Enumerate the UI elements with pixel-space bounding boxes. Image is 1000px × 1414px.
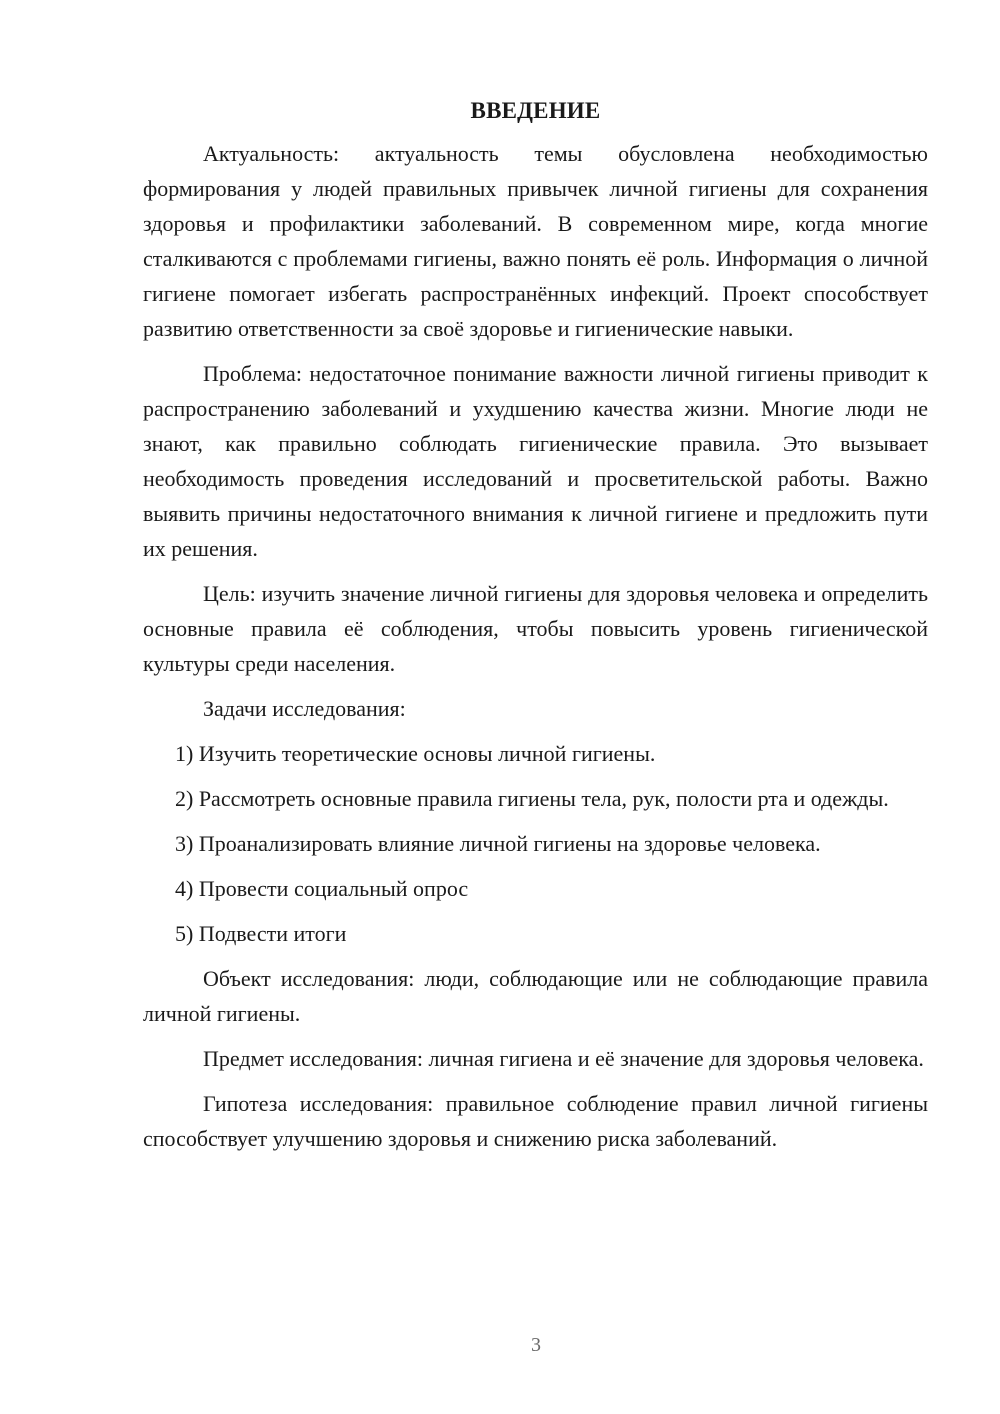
task-item-5: 5) Подвести итоги — [175, 921, 347, 946]
actuality-paragraph: Актуальность: актуальность темы обусловлена необходимостью формирования у людей правильных привычек личной гигиены для сохранения здоровья и профилактики заболеваний. В современном мире, когда многие сталкиваются с проблемами гигиены, важно понять её роль. Информация о личной гигиене помогает избегать распространённых инфекций. Проект способствует развитию ответственности за своё здоровье и гигиенические навыки. — [143, 141, 928, 341]
hypothesis-paragraph: Гипотеза исследования: правильное соблюдение правил личной гигиены способствует улучшению здоровья и снижению риска заболеваний. — [143, 1091, 928, 1151]
goal-paragraph: Цель: изучить значение личной гигиены для здоровья человека и определить основные правила её соблюдения, чтобы повысить уровень гигиенической культуры среди населения. — [143, 581, 928, 676]
tasks-title: Задачи исследования: — [203, 696, 406, 721]
task-item-2: 2) Рассмотреть основные правила гигиены тела, рук, полости рта и одежды. — [175, 786, 889, 811]
document-page — [143, 96, 928, 1166]
page-number: 3 — [531, 1334, 541, 1356]
problem-paragraph: Проблема: недостаточное понимание важности личной гигиены приводит к распространению заболеваний и ухудшению качества жизни. Многие люди не знают, как правильно соблюдать гигиенические правила. Это вызывает необходимость проведения исследований и просветительской работы. Важно выявить причины недостаточного внимания к личной гигиене и предложить пути их решения. — [143, 361, 928, 561]
page-title: ВВЕДЕНИЕ — [470, 98, 601, 123]
subject-paragraph: Предмет исследования: личная гигиена и её значение для здоровья человека. — [203, 1046, 924, 1071]
task-item-1: 1) Изучить теоретические основы личной гигиены. — [175, 741, 656, 766]
task-item-4: 4) Провести социальный опрос — [175, 876, 469, 901]
task-item-3: 3) Проанализировать влияние личной гигиены на здоровье человека. — [175, 831, 821, 856]
object-paragraph: Объект исследования: люди, соблюдающие или не соблюдающие правила личной гигиены. — [143, 966, 928, 1026]
